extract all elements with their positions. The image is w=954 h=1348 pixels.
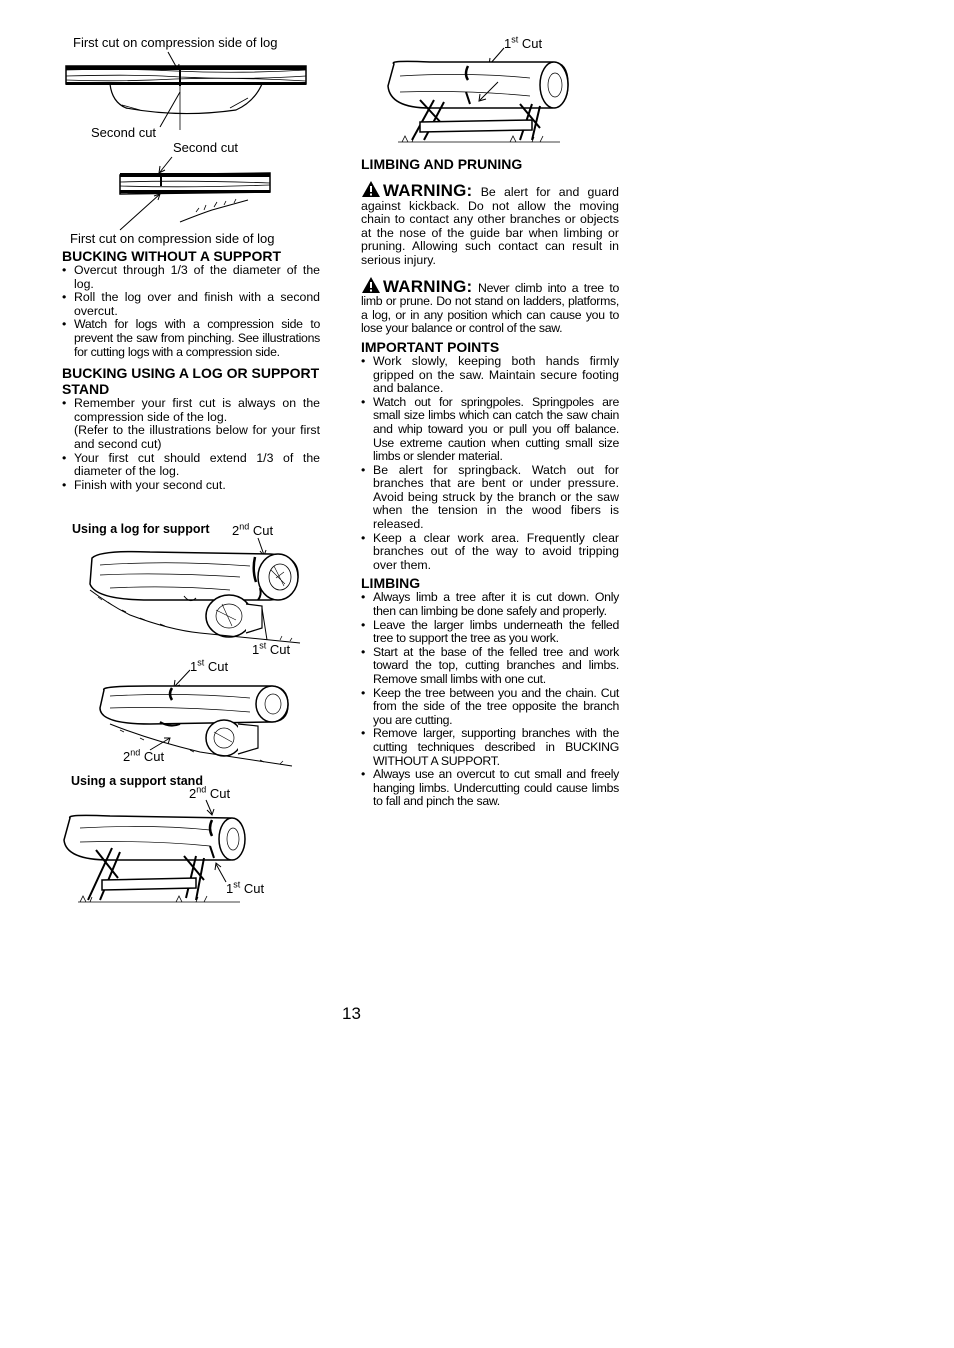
list-item: • Start at the base of the felled tree and work toward the top, cutting branches and limbs. Remove small limbs with one cut. [361, 646, 619, 687]
log-support-2nd-cut-label: 2nd Cut [232, 521, 274, 538]
limbing-pruning-heading: LIMBING AND PRUNING [361, 156, 523, 172]
warning-triangle-icon [361, 276, 381, 294]
list-item: • Always use an overcut to cut small and freely hanging limbs. Undercutting could cause limbs to fall and pinch the saw. [361, 768, 619, 809]
list-item: • Roll the log over and finish with a second overcut. [62, 291, 320, 318]
fig-b-second-cut-label: Second cut [173, 140, 239, 155]
stand-2nd-cut-label: 2nd Cut [189, 784, 231, 801]
support-stand-caption: Using a support stand [71, 774, 203, 788]
warning-label: WARNING: [383, 181, 473, 200]
list-item: • Be alert for springback. Watch out for branches that are bent or under pressure. Avoid being struck by the branch or the saw when the tension in the wood fibers is released. [361, 464, 619, 532]
list-item: • Always limb a tree after it is cut down. Only then can limbing be done safely and properly. [361, 591, 619, 618]
list-item: • Watch out for springpoles. Springpoles are small size limbs which can catch the saw chain and whip toward you or pull you off balance. Use extreme caution when cutting small size limbs or slender material. [361, 396, 619, 464]
list-item-note: (Refer to the illustrations below for your first and second cut) [74, 423, 320, 451]
warning-climbing [361, 276, 619, 336]
warning-text: Never climb into a tree to limb or prune. Do not stand on ladders, platforms, a log, or in any position which can cause you to lose your balance or control of the saw. [361, 280, 619, 336]
right-text-column [361, 156, 619, 809]
warning-triangle-icon [361, 180, 381, 198]
list-item: • Watch for logs with a compression side to prevent the saw from pinching. See illustrations for cutting logs with a compression side. [62, 318, 320, 359]
log2-1st-cut-label: 1st Cut [190, 657, 229, 674]
stand-1st-cut-label: 1st Cut [226, 879, 265, 896]
page-number: 13 [342, 1004, 361, 1023]
list-item: • Remember your first cut is always on the compression side of the log. [62, 397, 320, 424]
fig-b-first-cut-label: First cut on compression side of log [70, 231, 275, 246]
log2-2nd-cut-label: 2nd Cut [123, 747, 165, 764]
list-item: • Work slowly, keeping both hands firmly gripped on the saw. Maintain secure footing and balance. [361, 355, 619, 396]
list-item: • Remove larger, supporting branches with the cutting techniques described in BUCKING WITHOUT A SUPPORT. [361, 727, 619, 768]
fig-a-first-cut-label: First cut on compression side of log [73, 35, 278, 50]
limbing-heading: LIMBING [361, 575, 421, 592]
important-points-heading: IMPORTANT POINTS [361, 338, 500, 355]
log-support-1st-cut-label: 1st Cut [252, 640, 291, 657]
bucking-using-stand-heading: BUCKING USING A LOG OR SUPPORT STAND [62, 365, 320, 398]
right-fig-1st-cut-label: 1st Cut [504, 34, 543, 51]
fig-a-second-cut-label: Second cut [91, 125, 157, 140]
list-item: • Keep the tree between you and the chain. Cut from the side of the tree opposite the branch you are cutting. [361, 687, 619, 728]
limbing-list [361, 591, 619, 809]
warning-label: WARNING: [383, 276, 473, 296]
bucking-without-support-heading: BUCKING WITHOUT A SUPPORT [62, 248, 282, 264]
list-item: • Keep a clear work area. Frequently clear branches out of the way to avoid tripping over them. [361, 532, 619, 573]
list-item: • Finish with your second cut. [62, 479, 320, 493]
important-points-list [361, 355, 619, 573]
warning-kickback [361, 180, 619, 268]
log-support-caption: Using a log for support [72, 522, 210, 536]
warning-text: Be alert for and guard against kickback. Do not allow the moving chain to contact any other branches or objects at the nose of the guide bar when limbing or pruning. Allowing such contact can result in serious injury. [361, 185, 619, 267]
list-item: • Overcut through 1/3 of the diameter of the log. [62, 264, 320, 291]
list-item: • Leave the larger limbs underneath the felled tree to support the tree as you work. [361, 619, 619, 646]
list-item: • Your first cut should extend 1/3 of the diameter of the log. [62, 452, 320, 479]
